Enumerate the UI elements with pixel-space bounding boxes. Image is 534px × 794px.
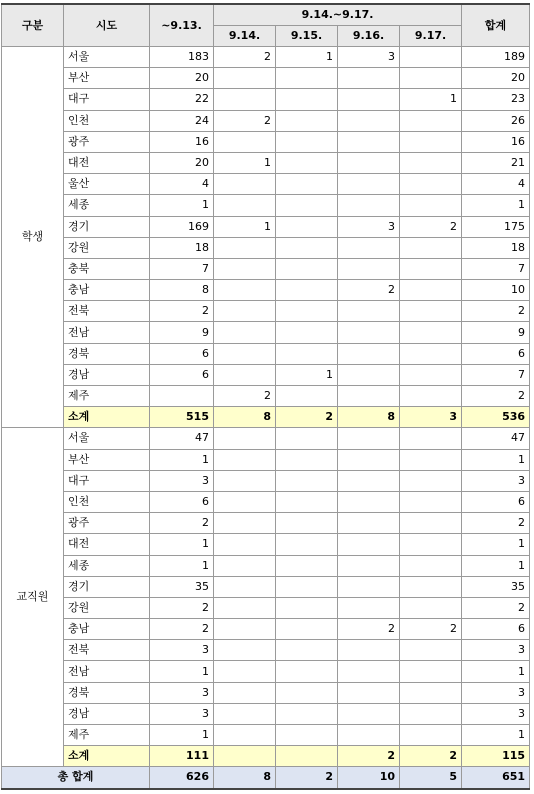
count-cell (276, 513, 338, 534)
region-cell: 경남 (64, 703, 150, 724)
count-cell: 1 (150, 195, 214, 216)
count-cell (338, 703, 400, 724)
subtotal-cell: 2 (338, 746, 400, 767)
count-cell (214, 534, 276, 555)
count-cell: 6 (462, 491, 530, 512)
count-cell: 6 (462, 619, 530, 640)
count-cell: 1 (462, 661, 530, 682)
count-cell (400, 534, 462, 555)
count-cell: 3 (150, 682, 214, 703)
count-cell (214, 89, 276, 110)
count-cell (214, 237, 276, 258)
count-cell (276, 343, 338, 364)
count-cell (338, 301, 400, 322)
count-cell: 4 (150, 174, 214, 195)
table-row (2, 364, 530, 385)
grand-total-label: 총 합계 (2, 767, 150, 789)
count-cell (338, 534, 400, 555)
count-cell: 1 (462, 195, 530, 216)
region-cell: 대구 (64, 470, 150, 491)
count-cell (276, 174, 338, 195)
table-row (2, 195, 530, 216)
count-cell (400, 428, 462, 449)
count-cell: 3 (150, 640, 214, 661)
count-cell: 2 (462, 301, 530, 322)
table-row (2, 280, 530, 301)
region-cell: 전북 (64, 640, 150, 661)
table-row (2, 131, 530, 152)
count-cell (400, 68, 462, 89)
count-cell (338, 89, 400, 110)
count-cell (338, 597, 400, 618)
region-cell: 울산 (64, 174, 150, 195)
count-cell: 18 (150, 237, 214, 258)
count-cell: 23 (462, 89, 530, 110)
count-cell: 2 (214, 110, 276, 131)
grand-total-cell: 10 (338, 767, 400, 789)
count-cell (214, 258, 276, 279)
count-cell: 2 (400, 216, 462, 237)
count-cell: 3 (338, 216, 400, 237)
count-cell: 3 (338, 47, 400, 68)
region-cell: 충북 (64, 258, 150, 279)
count-cell (338, 682, 400, 703)
count-cell (276, 449, 338, 470)
count-cell (214, 597, 276, 618)
grand-total-cell: 2 (276, 767, 338, 789)
count-cell (276, 534, 338, 555)
count-cell (400, 682, 462, 703)
table-row (2, 470, 530, 491)
header-date: 9.14. (214, 26, 276, 47)
table-row (2, 661, 530, 682)
count-cell (400, 576, 462, 597)
subtotal-cell: 111 (150, 746, 214, 767)
region-cell: 세종 (64, 555, 150, 576)
count-cell (214, 576, 276, 597)
subtotal-cell: 2 (400, 746, 462, 767)
count-cell (338, 131, 400, 152)
count-cell (400, 152, 462, 173)
table-row (2, 343, 530, 364)
count-cell (214, 195, 276, 216)
region-cell: 충남 (64, 280, 150, 301)
header-before: ~9.13. (150, 4, 214, 47)
region-cell: 강원 (64, 597, 150, 618)
table-row (2, 640, 530, 661)
count-cell: 18 (462, 237, 530, 258)
count-cell (400, 491, 462, 512)
count-cell: 2 (150, 619, 214, 640)
count-cell (276, 703, 338, 724)
count-cell (276, 216, 338, 237)
count-cell (276, 322, 338, 343)
count-cell: 21 (462, 152, 530, 173)
table-row (2, 534, 530, 555)
count-cell (214, 640, 276, 661)
header-period: 9.14.~9.17. (214, 4, 462, 26)
count-cell (338, 661, 400, 682)
count-cell (338, 470, 400, 491)
region-cell: 대전 (64, 152, 150, 173)
count-cell (214, 555, 276, 576)
table-row (2, 174, 530, 195)
count-cell (338, 555, 400, 576)
region-cell: 경북 (64, 343, 150, 364)
count-cell (276, 280, 338, 301)
count-cell: 3 (150, 470, 214, 491)
count-cell (338, 513, 400, 534)
count-cell (400, 322, 462, 343)
count-cell: 1 (462, 534, 530, 555)
count-cell (338, 725, 400, 746)
subtotal-cell (276, 746, 338, 767)
header-date: 9.17. (400, 26, 462, 47)
count-cell (338, 152, 400, 173)
group-label: 교직원 (2, 428, 64, 767)
count-cell (338, 449, 400, 470)
header-date: 9.16. (338, 26, 400, 47)
region-cell: 광주 (64, 513, 150, 534)
count-cell (214, 68, 276, 89)
count-cell (338, 322, 400, 343)
table-row (2, 89, 530, 110)
table-row (2, 68, 530, 89)
count-cell: 9 (462, 322, 530, 343)
count-cell (276, 301, 338, 322)
count-cell: 3 (462, 703, 530, 724)
count-cell (214, 703, 276, 724)
header-region: 시도 (64, 4, 150, 47)
count-cell: 1 (462, 449, 530, 470)
count-cell (400, 47, 462, 68)
table-row (2, 322, 530, 343)
grand-total-cell: 8 (214, 767, 276, 789)
count-cell: 1 (214, 152, 276, 173)
count-cell: 6 (462, 343, 530, 364)
count-cell: 20 (150, 152, 214, 173)
table-row (2, 216, 530, 237)
table-row (2, 428, 530, 449)
count-cell (338, 68, 400, 89)
count-cell (150, 386, 214, 407)
count-cell: 2 (150, 301, 214, 322)
count-cell: 1 (462, 725, 530, 746)
header-date: 9.15. (276, 26, 338, 47)
count-cell (276, 428, 338, 449)
count-cell (276, 491, 338, 512)
region-cell: 제주 (64, 386, 150, 407)
count-cell (214, 322, 276, 343)
region-cell: 제주 (64, 725, 150, 746)
count-cell: 20 (150, 68, 214, 89)
region-cell: 강원 (64, 237, 150, 258)
count-cell (276, 110, 338, 131)
table-row (2, 258, 530, 279)
count-cell: 1 (276, 364, 338, 385)
count-cell (214, 470, 276, 491)
count-cell (276, 725, 338, 746)
count-cell: 1 (150, 534, 214, 555)
count-cell: 7 (462, 364, 530, 385)
count-cell (400, 364, 462, 385)
count-cell: 6 (150, 491, 214, 512)
count-cell (214, 619, 276, 640)
count-cell: 2 (214, 386, 276, 407)
count-cell: 47 (150, 428, 214, 449)
subtotal-label: 소계 (64, 407, 150, 428)
count-cell: 24 (150, 110, 214, 131)
count-cell (400, 258, 462, 279)
region-cell: 광주 (64, 131, 150, 152)
count-cell (400, 703, 462, 724)
count-cell (338, 237, 400, 258)
count-cell: 1 (150, 555, 214, 576)
table-row (2, 725, 530, 746)
count-cell (400, 343, 462, 364)
count-cell (338, 640, 400, 661)
table-row (2, 555, 530, 576)
count-cell: 6 (150, 343, 214, 364)
count-cell (338, 364, 400, 385)
table-row (2, 449, 530, 470)
subtotal-cell: 3 (400, 407, 462, 428)
region-cell: 전북 (64, 301, 150, 322)
count-cell: 169 (150, 216, 214, 237)
count-cell (400, 661, 462, 682)
count-cell (276, 619, 338, 640)
count-cell (276, 597, 338, 618)
subtotal-cell (214, 746, 276, 767)
subtotal-cell: 8 (338, 407, 400, 428)
status-table (1, 3, 530, 790)
subtotal-cell: 8 (214, 407, 276, 428)
subtotal-cell: 2 (276, 407, 338, 428)
table-row (2, 237, 530, 258)
count-cell: 2 (462, 513, 530, 534)
count-cell: 1 (150, 661, 214, 682)
count-cell (214, 491, 276, 512)
count-cell (400, 470, 462, 491)
count-cell: 35 (462, 576, 530, 597)
count-cell: 2 (462, 597, 530, 618)
count-cell (400, 237, 462, 258)
count-cell (214, 661, 276, 682)
count-cell (276, 89, 338, 110)
count-cell (276, 68, 338, 89)
count-cell: 16 (462, 131, 530, 152)
count-cell: 26 (462, 110, 530, 131)
count-cell (214, 280, 276, 301)
region-cell: 인천 (64, 110, 150, 131)
region-cell: 대구 (64, 89, 150, 110)
count-cell: 22 (150, 89, 214, 110)
count-cell: 3 (462, 640, 530, 661)
count-cell: 20 (462, 68, 530, 89)
grand-total-cell: 651 (462, 767, 530, 789)
count-cell (214, 343, 276, 364)
count-cell (214, 301, 276, 322)
count-cell: 175 (462, 216, 530, 237)
count-cell: 183 (150, 47, 214, 68)
count-cell (214, 174, 276, 195)
count-cell (338, 110, 400, 131)
count-cell: 1 (150, 449, 214, 470)
region-cell: 전남 (64, 661, 150, 682)
region-cell: 인천 (64, 491, 150, 512)
region-cell: 대전 (64, 534, 150, 555)
count-cell: 35 (150, 576, 214, 597)
header-total: 합계 (462, 4, 530, 47)
count-cell (276, 661, 338, 682)
count-cell: 10 (462, 280, 530, 301)
count-cell (400, 386, 462, 407)
subtotal-cell: 115 (462, 746, 530, 767)
count-cell (214, 428, 276, 449)
region-cell: 충남 (64, 619, 150, 640)
count-cell (276, 195, 338, 216)
count-cell (400, 640, 462, 661)
table-row (2, 301, 530, 322)
count-cell: 1 (150, 725, 214, 746)
count-cell (276, 131, 338, 152)
count-cell: 2 (150, 513, 214, 534)
table-header (2, 4, 530, 47)
count-cell (214, 682, 276, 703)
count-cell: 16 (150, 131, 214, 152)
count-cell: 7 (462, 258, 530, 279)
subtotal-cell: 515 (150, 407, 214, 428)
table-body (2, 47, 530, 789)
count-cell (276, 258, 338, 279)
count-cell (400, 449, 462, 470)
count-cell (214, 725, 276, 746)
count-cell: 2 (400, 619, 462, 640)
count-cell: 4 (462, 174, 530, 195)
count-cell (400, 725, 462, 746)
table-row (2, 619, 530, 640)
count-cell (214, 364, 276, 385)
table-row (2, 703, 530, 724)
count-cell (276, 470, 338, 491)
count-cell: 6 (150, 364, 214, 385)
count-cell (338, 576, 400, 597)
region-cell: 서울 (64, 47, 150, 68)
region-cell: 전남 (64, 322, 150, 343)
count-cell: 7 (150, 258, 214, 279)
count-cell: 8 (150, 280, 214, 301)
table-row (2, 513, 530, 534)
count-cell (276, 555, 338, 576)
table-row (2, 47, 530, 68)
count-cell (338, 491, 400, 512)
count-cell: 1 (214, 216, 276, 237)
subtotal-row (2, 407, 530, 428)
count-cell (276, 386, 338, 407)
subtotal-label: 소계 (64, 746, 150, 767)
count-cell: 1 (276, 47, 338, 68)
count-cell: 2 (150, 597, 214, 618)
grand-total-cell: 626 (150, 767, 214, 789)
count-cell (276, 576, 338, 597)
table-row (2, 386, 530, 407)
table-row (2, 682, 530, 703)
count-cell: 3 (462, 682, 530, 703)
count-cell (338, 258, 400, 279)
count-cell: 2 (338, 619, 400, 640)
count-cell (338, 174, 400, 195)
count-cell (400, 301, 462, 322)
count-cell (338, 386, 400, 407)
count-cell (400, 555, 462, 576)
count-cell: 9 (150, 322, 214, 343)
count-cell (400, 110, 462, 131)
region-cell: 세종 (64, 195, 150, 216)
count-cell (276, 237, 338, 258)
count-cell (400, 174, 462, 195)
table-row (2, 597, 530, 618)
table-row (2, 576, 530, 597)
count-cell (276, 640, 338, 661)
region-cell: 경남 (64, 364, 150, 385)
count-cell: 2 (338, 280, 400, 301)
region-cell: 경기 (64, 216, 150, 237)
group-label: 학생 (2, 47, 64, 428)
count-cell (338, 343, 400, 364)
count-cell (276, 682, 338, 703)
count-cell (400, 280, 462, 301)
count-cell (400, 131, 462, 152)
region-cell: 경북 (64, 682, 150, 703)
count-cell: 189 (462, 47, 530, 68)
count-cell: 2 (214, 47, 276, 68)
count-cell: 3 (150, 703, 214, 724)
count-cell (214, 513, 276, 534)
count-cell: 47 (462, 428, 530, 449)
count-cell (276, 152, 338, 173)
table-row (2, 110, 530, 131)
count-cell (400, 513, 462, 534)
region-cell: 부산 (64, 449, 150, 470)
count-cell (214, 131, 276, 152)
count-cell: 3 (462, 470, 530, 491)
subtotal-row (2, 746, 530, 767)
region-cell: 경기 (64, 576, 150, 597)
grand-total-row (2, 767, 530, 789)
region-cell: 서울 (64, 428, 150, 449)
region-cell: 부산 (64, 68, 150, 89)
count-cell: 1 (400, 89, 462, 110)
grand-total-cell: 5 (400, 767, 462, 789)
count-cell (338, 195, 400, 216)
count-cell (400, 195, 462, 216)
count-cell: 2 (462, 386, 530, 407)
count-cell (400, 597, 462, 618)
subtotal-cell: 536 (462, 407, 530, 428)
header-category: 구분 (2, 4, 64, 47)
table-row (2, 152, 530, 173)
count-cell (338, 428, 400, 449)
count-cell (214, 449, 276, 470)
table-row (2, 491, 530, 512)
count-cell: 1 (462, 555, 530, 576)
